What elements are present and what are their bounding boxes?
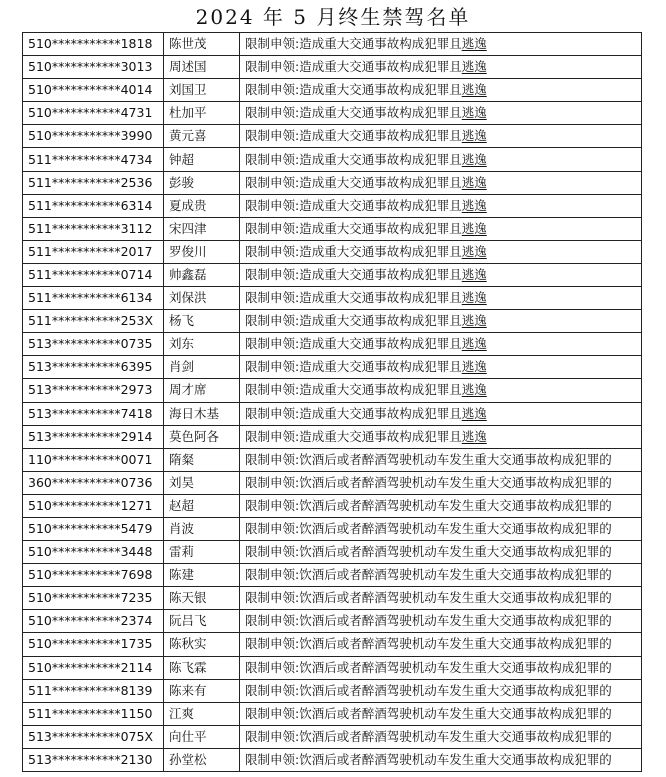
id-number-cell: 510***********5479 — [23, 517, 164, 540]
reason-cell — [240, 702, 642, 725]
reason-text: 限制申领:造成重大交通事故构成犯罪且 — [245, 313, 462, 329]
id-number-cell: 511***********2017 — [23, 240, 164, 263]
id-number-cell: 510***********7235 — [23, 587, 164, 610]
id-number-cell: 511***********6314 — [23, 194, 164, 217]
table-row — [23, 33, 642, 56]
reason-cell — [240, 287, 642, 310]
name-cell: 肖剑 — [164, 356, 240, 379]
table-row — [23, 379, 642, 402]
reason-cell — [240, 379, 642, 402]
table-row — [23, 194, 642, 217]
table-row — [23, 679, 642, 702]
reason-cell — [240, 79, 642, 102]
reason-underlined-text: 逃逸 — [461, 197, 487, 213]
table-row — [23, 402, 642, 425]
id-number-cell: 513***********2130 — [23, 748, 164, 771]
reason-underlined-text: 逃逸 — [461, 220, 487, 236]
id-number-cell: 511***********253X — [23, 310, 164, 333]
reason-underlined-text: 逃逸 — [461, 266, 487, 282]
reason-text: 限制申领:造成重大交通事故构成犯罪且 — [245, 336, 462, 352]
name-cell: 隋粲 — [164, 448, 240, 471]
name-cell: 宋四津 — [164, 217, 240, 240]
name-cell: 帅鑫磊 — [164, 263, 240, 286]
reason-cell — [240, 333, 642, 356]
id-number-cell: 510***********3990 — [23, 125, 164, 148]
reason-text: 限制申领:饮酒后或者醉酒驾驶机动车发生重大交通事故构成犯罪的 — [245, 751, 612, 767]
id-number-cell: 513***********7418 — [23, 402, 164, 425]
reason-cell — [240, 471, 642, 494]
reason-cell — [240, 610, 642, 633]
reason-cell — [240, 56, 642, 79]
reason-text: 限制申领:造成重大交通事故构成犯罪且 — [245, 405, 462, 421]
name-cell: 钟超 — [164, 148, 240, 171]
reason-text: 限制申领:造成重大交通事故构成犯罪且 — [245, 243, 462, 259]
reason-underlined-text: 逃逸 — [461, 336, 487, 352]
name-cell: 刘国卫 — [164, 79, 240, 102]
id-number-cell: 513***********0735 — [23, 333, 164, 356]
id-number-cell: 510***********2114 — [23, 656, 164, 679]
ban-list-table — [22, 32, 642, 772]
id-number-cell: 510***********1271 — [23, 494, 164, 517]
reason-text: 限制申领:饮酒后或者醉酒驾驶机动车发生重大交通事故构成犯罪的 — [245, 451, 612, 467]
reason-cell — [240, 725, 642, 748]
name-cell: 陈建 — [164, 564, 240, 587]
name-cell: 刘保洪 — [164, 287, 240, 310]
reason-cell — [240, 679, 642, 702]
reason-text: 限制申领:造成重大交通事故构成犯罪且 — [245, 428, 462, 444]
table-row — [23, 263, 642, 286]
table-row — [23, 310, 642, 333]
reason-underlined-text: 逃逸 — [461, 243, 487, 259]
reason-underlined-text: 逃逸 — [461, 151, 487, 167]
table-row — [23, 217, 642, 240]
name-cell: 杜加平 — [164, 102, 240, 125]
table-row — [23, 748, 642, 771]
reason-cell — [240, 240, 642, 263]
reason-cell — [240, 425, 642, 448]
reason-underlined-text: 逃逸 — [461, 359, 487, 375]
reason-underlined-text: 逃逸 — [461, 382, 487, 398]
id-number-cell: 511***********0714 — [23, 263, 164, 286]
id-number-cell: 511***********8139 — [23, 679, 164, 702]
name-cell: 陈天银 — [164, 587, 240, 610]
reason-cell — [240, 587, 642, 610]
table-row — [23, 587, 642, 610]
id-number-cell: 360***********0736 — [23, 471, 164, 494]
reason-cell — [240, 33, 642, 56]
reason-text: 限制申领:造成重大交通事故构成犯罪且 — [245, 151, 462, 167]
reason-cell — [240, 263, 642, 286]
id-number-cell: 511***********1150 — [23, 702, 164, 725]
reason-text: 限制申领:造成重大交通事故构成犯罪且 — [245, 220, 462, 236]
table-row — [23, 448, 642, 471]
reason-text: 限制申领:造成重大交通事故构成犯罪且 — [245, 266, 462, 282]
id-number-cell: 510***********3448 — [23, 541, 164, 564]
reason-cell — [240, 194, 642, 217]
reason-cell — [240, 217, 642, 240]
reason-underlined-text: 逃逸 — [461, 82, 487, 98]
name-cell: 雷莉 — [164, 541, 240, 564]
reason-cell — [240, 148, 642, 171]
reason-text: 限制申领:造成重大交通事故构成犯罪且 — [245, 382, 462, 398]
table-row — [23, 171, 642, 194]
reason-text: 限制申领:饮酒后或者醉酒驾驶机动车发生重大交通事故构成犯罪的 — [245, 682, 612, 698]
table-row — [23, 517, 642, 540]
id-number-cell: 513***********2914 — [23, 425, 164, 448]
table-row — [23, 287, 642, 310]
reason-text: 限制申领:造成重大交通事故构成犯罪且 — [245, 36, 462, 52]
id-number-cell: 110***********0071 — [23, 448, 164, 471]
table-body — [23, 33, 642, 772]
reason-underlined-text: 逃逸 — [461, 405, 487, 421]
name-cell: 刘东 — [164, 333, 240, 356]
name-cell: 孙堂松 — [164, 748, 240, 771]
page-edge-mask — [643, 32, 666, 777]
table-row — [23, 333, 642, 356]
reason-cell — [240, 748, 642, 771]
name-cell: 赵超 — [164, 494, 240, 517]
reason-text: 限制申领:造成重大交通事故构成犯罪且 — [245, 197, 462, 213]
name-cell: 肖波 — [164, 517, 240, 540]
name-cell: 彭骏 — [164, 171, 240, 194]
reason-text: 限制申领:造成重大交通事故构成犯罪且 — [245, 82, 462, 98]
name-cell: 陈来有 — [164, 679, 240, 702]
reason-underlined-text: 逃逸 — [461, 36, 487, 52]
name-cell: 陈秋实 — [164, 633, 240, 656]
table-row — [23, 610, 642, 633]
reason-text: 限制申领:饮酒后或者醉酒驾驶机动车发生重大交通事故构成犯罪的 — [245, 521, 612, 537]
table-row — [23, 79, 642, 102]
id-number-cell: 510***********1818 — [23, 33, 164, 56]
name-cell: 刘昊 — [164, 471, 240, 494]
reason-cell — [240, 494, 642, 517]
id-number-cell: 513***********075X — [23, 725, 164, 748]
reason-text: 限制申领:造成重大交通事故构成犯罪且 — [245, 59, 462, 75]
reason-text: 限制申领:饮酒后或者醉酒驾驶机动车发生重大交通事故构成犯罪的 — [245, 567, 612, 583]
id-number-cell: 511***********6134 — [23, 287, 164, 310]
name-cell: 周述国 — [164, 56, 240, 79]
reason-text: 限制申领:造成重大交通事故构成犯罪且 — [245, 105, 462, 121]
reason-cell — [240, 402, 642, 425]
reason-text: 限制申领:饮酒后或者醉酒驾驶机动车发生重大交通事故构成犯罪的 — [245, 590, 612, 606]
id-number-cell: 510***********2374 — [23, 610, 164, 633]
reason-text: 限制申领:造成重大交通事故构成犯罪且 — [245, 174, 462, 190]
reason-cell — [240, 125, 642, 148]
table-row — [23, 471, 642, 494]
name-cell: 江爽 — [164, 702, 240, 725]
name-cell: 夏成贵 — [164, 194, 240, 217]
id-number-cell: 510***********4731 — [23, 102, 164, 125]
reason-cell — [240, 633, 642, 656]
reason-text: 限制申领:造成重大交通事故构成犯罪且 — [245, 128, 462, 144]
id-number-cell: 513***********6395 — [23, 356, 164, 379]
table-row — [23, 356, 642, 379]
reason-text: 限制申领:饮酒后或者醉酒驾驶机动车发生重大交通事故构成犯罪的 — [245, 705, 612, 721]
table-row — [23, 102, 642, 125]
reason-underlined-text: 逃逸 — [461, 313, 487, 329]
reason-text: 限制申领:饮酒后或者醉酒驾驶机动车发生重大交通事故构成犯罪的 — [245, 728, 612, 744]
name-cell: 周才席 — [164, 379, 240, 402]
table-row — [23, 564, 642, 587]
reason-underlined-text: 逃逸 — [461, 174, 487, 190]
reason-cell — [240, 448, 642, 471]
reason-text: 限制申领:饮酒后或者醉酒驾驶机动车发生重大交通事故构成犯罪的 — [245, 497, 612, 513]
id-number-cell: 510***********3013 — [23, 56, 164, 79]
reason-underlined-text: 逃逸 — [461, 428, 487, 444]
table-row — [23, 541, 642, 564]
name-cell: 陈飞霖 — [164, 656, 240, 679]
reason-text: 限制申领:饮酒后或者醉酒驾驶机动车发生重大交通事故构成犯罪的 — [245, 544, 612, 560]
id-number-cell: 510***********4014 — [23, 79, 164, 102]
name-cell: 向仕平 — [164, 725, 240, 748]
table-row — [23, 148, 642, 171]
table-row — [23, 494, 642, 517]
reason-underlined-text: 逃逸 — [461, 290, 487, 306]
reason-cell — [240, 102, 642, 125]
table-row — [23, 656, 642, 679]
reason-cell — [240, 171, 642, 194]
reason-text: 限制申领:饮酒后或者醉酒驾驶机动车发生重大交通事故构成犯罪的 — [245, 659, 612, 675]
id-number-cell: 513***********2973 — [23, 379, 164, 402]
id-number-cell: 511***********4734 — [23, 148, 164, 171]
name-cell: 阮吕飞 — [164, 610, 240, 633]
reason-cell — [240, 356, 642, 379]
id-number-cell: 510***********1735 — [23, 633, 164, 656]
reason-text: 限制申领:饮酒后或者醉酒驾驶机动车发生重大交通事故构成犯罪的 — [245, 636, 612, 652]
reason-underlined-text: 逃逸 — [461, 59, 487, 75]
name-cell: 海日木基 — [164, 402, 240, 425]
reason-cell — [240, 517, 642, 540]
id-number-cell: 510***********7698 — [23, 564, 164, 587]
reason-cell — [240, 310, 642, 333]
reason-underlined-text: 逃逸 — [461, 128, 487, 144]
name-cell: 杨飞 — [164, 310, 240, 333]
reason-text: 限制申领:造成重大交通事故构成犯罪且 — [245, 290, 462, 306]
id-number-cell: 511***********3112 — [23, 217, 164, 240]
reason-underlined-text: 逃逸 — [461, 105, 487, 121]
reason-cell — [240, 541, 642, 564]
name-cell: 黄元喜 — [164, 125, 240, 148]
id-number-cell: 511***********2536 — [23, 171, 164, 194]
reason-text: 限制申领:饮酒后或者醉酒驾驶机动车发生重大交通事故构成犯罪的 — [245, 613, 612, 629]
table-row — [23, 425, 642, 448]
table-row — [23, 702, 642, 725]
reason-cell — [240, 564, 642, 587]
table-row — [23, 633, 642, 656]
name-cell: 莫色阿各 — [164, 425, 240, 448]
name-cell: 陈世茂 — [164, 33, 240, 56]
reason-text: 限制申领:造成重大交通事故构成犯罪且 — [245, 359, 462, 375]
table-row — [23, 240, 642, 263]
table-row — [23, 125, 642, 148]
reason-cell — [240, 656, 642, 679]
table-row — [23, 725, 642, 748]
table-row — [23, 56, 642, 79]
reason-text: 限制申领:饮酒后或者醉酒驾驶机动车发生重大交通事故构成犯罪的 — [245, 474, 612, 490]
name-cell: 罗俊川 — [164, 240, 240, 263]
page-title: 2024 年 5 月终生禁驾名单 — [195, 5, 471, 29]
